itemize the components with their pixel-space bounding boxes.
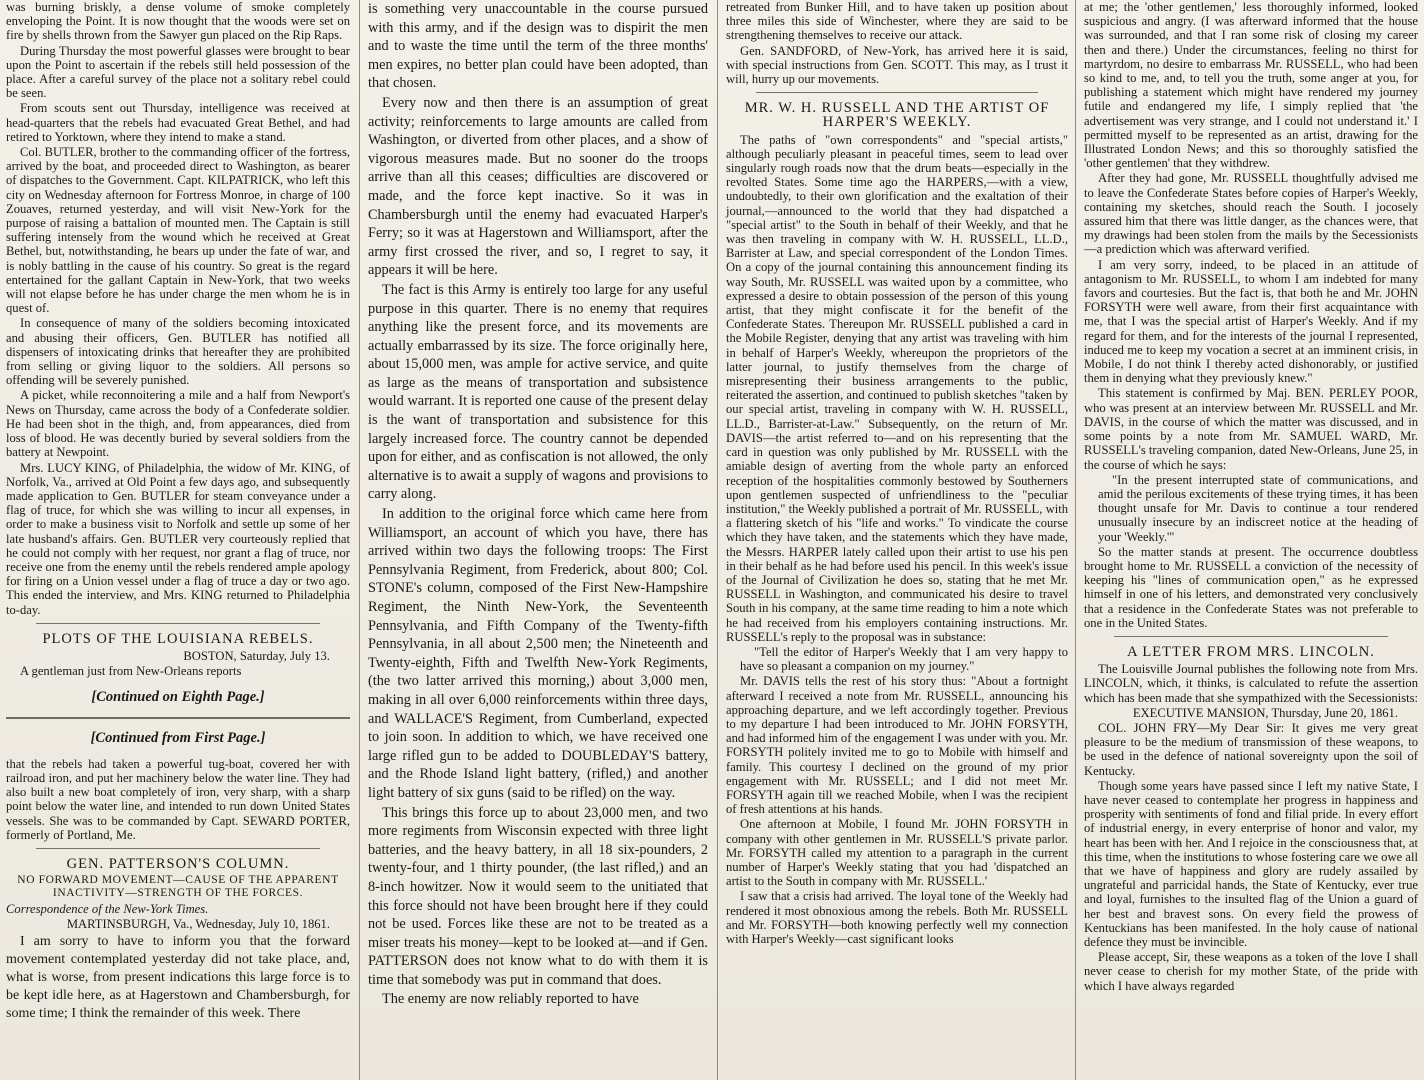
headline-russell-artist: MR. W. H. RUSSELL AND THE ARTIST OF HARPER'S WEEKLY. <box>744 100 1050 131</box>
paragraph: After they had gone, Mr. RUSSELL thoughtfully advised me to leave the Confederate States before copies of Harper's Weekly, containing my sketches, should reach the South. I jocosely assured him that there was little danger, as the chances were, that my drawings had been stolen from the mails by the Secessionists—a prediction which was afterward verified. <box>1084 171 1418 257</box>
section-divider <box>36 623 320 624</box>
paragraph: One afternoon at Mobile, I found Mr. JOHN FORSYTH in company with other gentlemen in Mr. RUSSELL'S private parlor. Mr. FORSYTH called my attention to a paragraph in the current number of Harper's Weekly stating that you had 'dispatched an artist to the South in company with Mr. RUSSELL.' <box>726 817 1068 889</box>
dateline: MARTINSBURGH, Va., Wednesday, July 10, 1861. <box>66 917 330 932</box>
dateline: EXECUTIVE MANSION, Thursday, June 20, 1861. <box>1132 705 1398 720</box>
dateline: BOSTON, Saturday, July 13. <box>183 648 330 663</box>
paragraph: COL. JOHN FRY—My Dear Sir: It gives me very great pleasure to be the medium of transmission of these weapons, to be used in the defence of national sovereignty upon the soil of Kentucky. <box>1084 720 1418 778</box>
page-break-rule <box>6 717 350 719</box>
paragraph: Col. BUTLER, brother to the commanding officer of the fortress, arrived by the boat, and proceeded direct to Washington, as bearer of dispatches to the Government. Capt. KILPATRICK, who left this city on Wednesday afternoon for Fortress Monroe, in charge of 100 Zouaves, returned yesterday, and will visit New-York for the purpose of raising a battalion of mounted men. The Captain is still suffering intensely from the wound which he received at Great Bethel, but, notwithstanding, he bears up under the fate of war, and is nobly battling in the cause of his country. So great is the regard entertained for the gallant Captain in New-York, that two weeks will not elapse before he has under charge the men whom he is in quest of. <box>6 145 350 316</box>
paragraph: Mr. DAVIS tells the rest of his story thus: "About a fortnight afterward I received a note from Mr. RUSSELL, announcing his approaching departure, and we left accordingly together. Previous to my departure I had been introduced to Mr. JOHN FORSYTH, and had informed him of the engagement I was under with you. Mr. FORSYTH politely invited me to go to Mobile with himself and family. This courtesy I declined on the ground of my prior engagement with Mr. RUSSELL; and I did not meet Mr. FORSYTH again till we reached Mobile, when I was the recipient of fresh attentions at his hands. <box>726 674 1068 817</box>
quotation: "In the present interrupted state of communications, and amid the perilous excitements of these trying times, it has been thought unsafe for Mr. Davis to continue a tour rendered unusually insecure by an indiscreet notice at the heading of your 'Weekly.'" <box>1098 472 1418 544</box>
paragraph: The enemy are now reliably reported to have <box>382 991 639 1008</box>
paragraph: In addition to the original force which came here from Williamsport, an account of which you have, there has arrived within two days the following troops: The First Pennsylvania Regiment, from Frederick, about 800; Col. STONE's column, composed of the First New-Hampshire Regiment, the Ninth New-York, the Seventeenth Pennsylvania, and Fifth Company of the Twenty-fifth Pennsylvania, in all about 2,500 men; the Nineteenth and Twenty-eighth, Fifth and Twelfth New-York Regiments, (the two latter arrived this morning,) about 3,000 men, making in all over 6,000 reinforcements within three days, and WALLACE'S Regiment, from Cumberland, expected to join soon. In addition to which, we have received one large rifled gun to be added to DOUBLEDAY'S battery, and the Rhode Island light battery, (rifled,) and another light battery of six guns (said to be rifled) on the way. <box>368 506 708 801</box>
paragraph: Every now and then there is an assumption of great activity; reinforcements to large amounts are called from Washington, or diverted from other places, and a show of vigorous measures made. But no sooner do the troops arrive than all this ceases; difficulties are discovered or made, and the force kept inactive. So it was in Chambersburgh until the enemy had evacuated Harper's Ferry; so it was at Hagerstown and Williamsport, after the army first crossed the river, and so, I regret to say, it appears it will be here. <box>368 94 708 279</box>
paragraph: I am very sorry, indeed, to be placed in an attitude of antagonism to Mr. RUSSELL, to whom I am indebted for many favors and courtesies. But the fact is, that both he and Mr. JOHN FORSYTH were well aware, from their first acquaintance with me, that I was the special artist of Harper's Weekly. And if my regard for them, and for the interests of the journal I represented, induced me to keep my vocation a secret at an imminent crisis, in Mobile, I do not think I thereby acted dishonorably, or justified them in denying what they previously knew." <box>1084 257 1418 386</box>
paragraph: This statement is confirmed by Maj. BEN. PERLEY POOR, who was present at an interview between Mr. RUSSELL and Mr. DAVIS, in the course of which the matter was discussed, and in some points by a note from Mr. SAMUEL WARD, Mr. RUSSELL's traveling companion, dated New-Orleans, June 25, in the course of which he says: <box>1084 386 1418 472</box>
paragraph: So the matter stands at present. The occurrence doubtless brought home to Mr. RUSSELL a conviction of the necessity of keeping his "lines of communication open," as he expressed himself in one of his letters, and demonstrated very conclusively that a residence in the Confederate States was not preferable to one in the United States. <box>1084 544 1418 630</box>
paragraph: A picket, while reconnoitering a mile and a half from Newport's News on Thursday, came across the body of a Confederate soldier. He had been shot in the thigh, and, from appearances, died from loss of blood. He was decently buried by several soldiers from the battery at Newpoint. <box>6 388 350 460</box>
section-divider <box>756 92 1038 93</box>
continued-notice: [Continued on Eighth Page.] <box>91 689 265 706</box>
headline-letter-mrs-lincoln: A LETTER FROM MRS. LINCOLN. <box>1127 643 1375 660</box>
paragraph: I am sorry to have to inform you that the forward movement contemplated yesterday did not take place, and, what is worse, from present indications this large force is to be kept idle here, as at Hagerstown and Chambersburgh, for some time; I think the remainder of this week. There <box>6 933 350 1021</box>
paragraph: Mrs. LUCY KING, of Philadelphia, the widow of Mr. KING, of Norfolk, Va., arrived at Old Point a few days ago, and subsequently made application to Gen. BUTLER for steam conveyance under a flag of truce, for which she was willing to incur all expenses, in order to make a business visit to Norfolk and settle up some of her late husband's affairs. Gen. BUTLER very courteously replied that he could not comply with her request, nor grant a flag of truce, nor receive one from the enemy until the rebels rendered ample apology for firing on a Union vessel under a flag of truce a day or two ago. This ended the interview, and Mrs. KING returned to Philadelphia to-day. <box>6 460 350 617</box>
section-divider <box>36 848 320 849</box>
paragraph: In consequence of many of the soldiers becoming intoxicated and abusing their officers, Gen. BUTLER has notified all dispensers of intoxicating drinks that hereafter they are prohibited from selling or giving liquor to the soldiers. All persons so offending will be severely punished. <box>6 316 350 388</box>
section-divider <box>1114 636 1388 637</box>
paragraph: From scouts sent out Thursday, intelligence was received at head-quarters that the rebels had evacuated Great Bethel, and had retired to Yorktown, where they intend to make a stand. <box>6 101 350 144</box>
column-rule <box>359 0 360 1080</box>
quotation: "Tell the editor of Harper's Weekly that I am very happy to have so pleasant a companion on my journey." <box>740 644 1068 674</box>
subheadline: NO FORWARD MOVEMENT—CAUSE OF THE APPARENT INACTIVITY—STRENGTH OF THE FORCES. <box>17 874 339 900</box>
paragraph: Please accept, Sir, these weapons as a token of the love I shall never cease to cherish for my mother State, of the pride with which I have always regarded <box>1084 950 1418 993</box>
column-2 <box>362 0 714 1080</box>
paragraph: Though some years have passed since I left my native State, I have never ceased to contemplate her progress in happiness and prosperity with sentiments of fond and filial pride. In every effort of industrial energy, in every enterprise of honor and valor, my heart has been with her. And I rejoice in the consciousness that, at this time, when the institutions to whose fostering care we owe all that we have of happiness and glory are rudely assailed by ungrateful and parricidal hands, the State of Kentucky, ever true and loyal, furnishes to the insulted flag of the Union a guard of her best and bravest sons. On every field the prowess of Kentuckians has been manifested. In the holy cause of national defence they must be invincible. <box>1084 778 1418 949</box>
column-3 <box>720 0 1074 1080</box>
correspondence-line: Correspondence of the New-York Times. <box>6 902 209 917</box>
column-rule <box>717 0 718 1080</box>
paragraph: A gentleman just from New-Orleans reports <box>20 664 242 679</box>
column-rule <box>1075 0 1076 1080</box>
paragraph: was burning briskly, a dense volume of smoke completely enveloping the Point. It is now thought that the woods were set on fire by shells thrown from the Sawyer gun placed on the Rip Raps. <box>6 0 350 43</box>
paragraph: During Thursday the most powerful glasses were brought to bear upon the Point to ascertain if the rebels still held possession of the place. After a careful survey of the place not a solitary rebel could be seen. <box>6 43 350 101</box>
paragraph: is something very unaccountable in the course pursued with this army, and if the design was to dispirit the men and to waste the time until the term of the three months' men expires, no better plan could have been adopted, than that chosen. <box>368 1 708 92</box>
paragraph: I saw that a crisis had arrived. The loyal tone of the Weekly had rendered it most obnoxious among the rebels. Both Mr. RUSSELL and Mr. FORSYTH—both knowing perfectly well my connection with Harper's Weekly—cast significant looks <box>726 889 1068 946</box>
paragraph: that the rebels had taken a powerful tug-boat, covered her with railroad iron, and put her machinery below the water line. They had also built a new boat completely of iron, very sharp, with a sharp point below the water line, and intended to run down United States vessels. She was to be commanded by Capt. SEWARD PORTER, formerly of Portland, Me. <box>6 756 350 842</box>
paragraph: This brings this force up to about 23,000 men, and two more regiments from Wisconsin expected with three light batteries, and the heavy battery, in all 18 six-pounders, 2 twenty-four, and 1 thirty pounder, (the last rifled,) and an 8-inch howitzer. Now it would seem to the unitiated that this force should not have been brought here if they could not be used. Forces like these are not to be treated as a miser treats his money—kept to be looked at—and if Gen. PATTERSON does not know what to do with them it is time that somebody was put in command that does. <box>368 804 708 988</box>
paragraph: The fact is this Army is entirely too large for any useful purpose in this quarter. There is no enemy that requires anything like the present force, and its movements are actually embarrassed by its size. The force originally here, about 15,000 men, was ample for active service, and quite as large as the means of transportation and subsistence would warrant. It is reported one cause of the present delay is the want of transportation and subsistence for this largely increased force. The country cannot be depended upon for either, and as confiscation is not allowed, the only alternative is to await a supply of wagons and provisions to carry along. <box>368 281 708 503</box>
paragraph: retreated from Bunker Hill, and to have taken up position about three miles this side of Winchester, where they are said to be strengthening themselves to receive our attack. <box>726 0 1068 43</box>
continued-notice: [Continued from First Page.] <box>90 729 266 746</box>
column-4 <box>1078 0 1424 1080</box>
headline-louisiana-rebels: PLOTS OF THE LOUISIANA REBELS. <box>42 630 314 647</box>
paragraph: at me; the 'other gentlemen,' less thoroughly informed, looked suspicious and angry. (I was afterward informed that the house was surrounded, and that I ran some risk of closing my career then and there.) Under the circumstances, feeling no thirst for martyrdom, no desire to embarrass Mr. RUSSELL, who had been so kind to me, and, to tell you the truth, some anger at you, for publishing a statement which might have rendered my journey futile and endangered my life, I simply replied that 'the advertisement was very strange, and I could not understand it.' I permitted myself to be represented as an artist, drawing for the Illustrated London News; and this so thoroughly satisfied the 'other gentlemen' that they withdrew. <box>1084 0 1418 171</box>
paragraph: The Louisville Journal publishes the following note from Mrs. LINCOLN, which, it thinks, is calculated to refute the assertion which has been made that she sympathized with the Secessionists: <box>1084 662 1419 705</box>
paragraph: Gen. SANDFORD, of New-York, has arrived here it is said, with special instructions from Gen. SCOTT. This may, as I trust it will, hurry up our movements. <box>726 43 1068 87</box>
column-1 <box>0 0 356 1080</box>
headline-patterson-column: GEN. PATTERSON'S COLUMN. <box>66 855 290 872</box>
paragraph: The paths of "own correspondents" and "special artists," although peculiarly pleasant in peaceful times, seem to lead over singularly rough roads now that the drum beats—especially in the revolted States. Some time ago the HARPERS,—with a view, undoubtedly, to their own glorification and the exaltation of their journal,—announced to the world that they had dispatched a "special artist" to the South in behalf of their Weekly, and that he was then traveling in company with W. H. RUSSELL, LL.D., Barrister at Law, and special correspondent of the London Times. On a copy of the journal containing this announcement finding its way South, Mr. RUSSELL was waited upon by a committee, who expressed a desire to obtain possession of the person of this young artist, that they might confiscate it for the benefit of the Confederate States. Thereupon Mr. RUSSELL published a card in the Mobile Register, denying that any artist was traveling with him in behalf of Harper's Weekly, whereupon the proprietors of the latter journal, to justify themselves from the charge of misrepresenting their business arrangements to the public, reiterated the assertion, and continued to publish sketches "taken by our special artist, traveling in company with W. H. RUSSELL, LL.D., Barrister-at-Law." Subsequently, on the return of Mr. DAVIS—the artist referred to—and on his representing that the card in question was only published by Mr. RUSSELL with the amiable design of averting from the whole party an enforced reception of the hospitalities commonly bestowed by Southerners upon gentlemen suspected of unfriendliness to the "peculiar institution," the Weekly published a portrait of Mr. RUSSELL, with a flattering sketch of his "life and works." To vindicate the course which they have taken, and the statements which they have made, the Messrs. HARPER lately called upon their artist to use his pen in their behalf as he had before used his pencil. In this week's issue of the Journal of Civilization he does so, stating that he met Mr. RUSSELL in Washington, and communicated his desire to travel South in his company, at the same time reading to him a note which he had received from his employers containing instructions. Mr. RUSSELL's reply to the proposal was in substance: <box>726 132 1068 644</box>
